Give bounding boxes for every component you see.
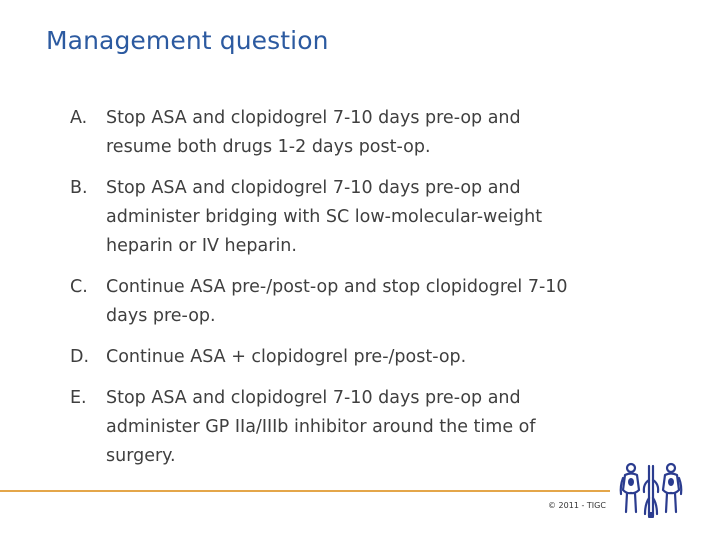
option-text: Stop ASA and clopidogrel 7-10 days pre-op and administer bridging with SC low-molecular-weight heparin or IV heparin. <box>106 178 543 256</box>
copyright-text: © 2011 - TIGC <box>548 501 606 510</box>
option-text: Continue ASA + clopidogrel pre-/post-op. <box>106 347 467 367</box>
answer-options <box>70 104 590 483</box>
answer-option-c <box>70 273 590 331</box>
option-letter: B. <box>70 178 88 198</box>
footer-rule <box>0 490 610 492</box>
anatomy-logo-icon <box>617 460 685 522</box>
option-letter: E. <box>70 388 87 408</box>
option-text: Stop ASA and clopidogrel 7-10 days pre-op and resume both drugs 1-2 days post-op. <box>106 108 521 157</box>
answer-option-b <box>70 174 590 261</box>
option-text: Stop ASA and clopidogrel 7-10 days pre-op and administer GP IIa/IIIb inhibitor around the time of surgery. <box>106 388 536 466</box>
answer-option-e <box>70 384 590 471</box>
slide-title: Management question <box>46 26 329 55</box>
option-text: Continue ASA pre-/post-op and stop clopidogrel 7-10 days pre-op. <box>106 277 568 326</box>
option-letter: D. <box>70 347 90 367</box>
option-letter: A. <box>70 108 88 128</box>
option-letter: C. <box>70 277 88 297</box>
answer-option-d <box>70 343 590 372</box>
answer-option-a <box>70 104 590 162</box>
